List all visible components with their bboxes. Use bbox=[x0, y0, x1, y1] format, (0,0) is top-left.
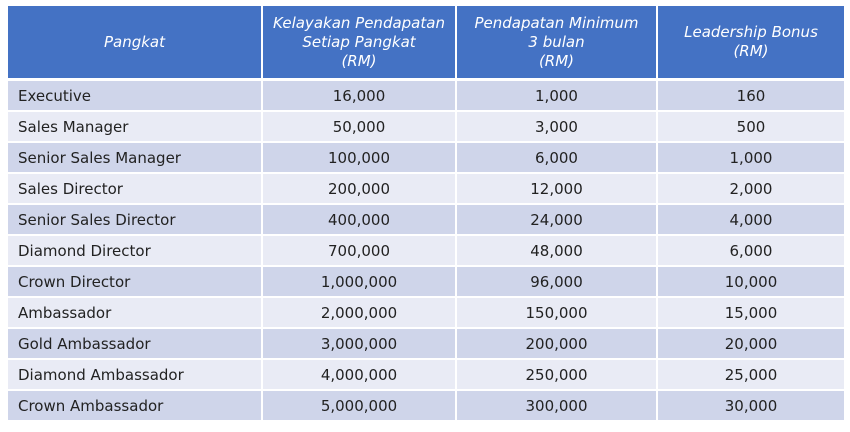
table-row bbox=[8, 204, 844, 235]
minimum-cell: 150,000 bbox=[456, 297, 657, 328]
rank-cell: Gold Ambassador bbox=[8, 328, 262, 359]
minimum-cell: 96,000 bbox=[456, 266, 657, 297]
rank-table bbox=[8, 6, 844, 422]
eligibility-cell: 2,000,000 bbox=[262, 297, 456, 328]
bonus-cell: 20,000 bbox=[657, 328, 844, 359]
rank-cell: Senior Sales Director bbox=[8, 204, 262, 235]
rank-cell: Diamond Director bbox=[8, 235, 262, 266]
bonus-cell: 6,000 bbox=[657, 235, 844, 266]
bonus-cell: 25,000 bbox=[657, 359, 844, 390]
minimum-cell: 12,000 bbox=[456, 173, 657, 204]
header-row bbox=[8, 6, 844, 80]
bonus-cell: 500 bbox=[657, 111, 844, 142]
eligibility-cell: 3,000,000 bbox=[262, 328, 456, 359]
table-row bbox=[8, 142, 844, 173]
rank-cell: Executive bbox=[8, 80, 262, 112]
bonus-cell: 160 bbox=[657, 80, 844, 112]
minimum-cell: 250,000 bbox=[456, 359, 657, 390]
bonus-cell: 10,000 bbox=[657, 266, 844, 297]
rank-cell: Crown Ambassador bbox=[8, 390, 262, 421]
table-row bbox=[8, 235, 844, 266]
rank-table-container bbox=[8, 6, 844, 422]
header-minimum-unit: (RM) bbox=[538, 51, 575, 70]
table-row bbox=[8, 359, 844, 390]
bonus-cell: 1,000 bbox=[657, 142, 844, 173]
bonus-cell: 15,000 bbox=[657, 297, 844, 328]
rank-cell: Senior Sales Manager bbox=[8, 142, 262, 173]
minimum-cell: 300,000 bbox=[456, 390, 657, 421]
minimum-cell: 48,000 bbox=[456, 235, 657, 266]
table-header bbox=[8, 6, 844, 80]
minimum-cell: 24,000 bbox=[456, 204, 657, 235]
header-minimum-line: 3 bulan bbox=[528, 32, 585, 51]
eligibility-cell: 400,000 bbox=[262, 204, 456, 235]
table-row bbox=[8, 80, 844, 112]
table-body bbox=[8, 80, 844, 422]
header-eligibility-line: Setiap Pangkat bbox=[302, 32, 416, 51]
bonus-cell: 30,000 bbox=[657, 390, 844, 421]
header-bonus-line: Leadership Bonus bbox=[684, 23, 818, 41]
rank-cell: Sales Director bbox=[8, 173, 262, 204]
header-eligibility-unit: (RM) bbox=[341, 51, 377, 70]
header-bonus bbox=[657, 6, 844, 80]
header-eligibility bbox=[262, 6, 456, 80]
eligibility-cell: 100,000 bbox=[262, 142, 456, 173]
eligibility-cell: 5,000,000 bbox=[262, 390, 456, 421]
eligibility-cell: 16,000 bbox=[262, 80, 456, 112]
header-rank-line: Pangkat bbox=[103, 32, 166, 51]
header-bonus-unit: (RM) bbox=[733, 42, 769, 60]
table-row bbox=[8, 390, 844, 421]
eligibility-cell: 4,000,000 bbox=[262, 359, 456, 390]
minimum-cell: 6,000 bbox=[456, 142, 657, 173]
rank-cell: Crown Director bbox=[8, 266, 262, 297]
rank-cell: Ambassador bbox=[8, 297, 262, 328]
header-rank bbox=[8, 6, 262, 80]
table-row bbox=[8, 111, 844, 142]
table-row bbox=[8, 266, 844, 297]
bonus-cell: 4,000 bbox=[657, 204, 844, 235]
minimum-cell: 3,000 bbox=[456, 111, 657, 142]
table-row bbox=[8, 328, 844, 359]
minimum-cell: 200,000 bbox=[456, 328, 657, 359]
header-minimum-line: Pendapatan Minimum bbox=[474, 13, 639, 32]
rank-cell: Sales Manager bbox=[8, 111, 262, 142]
eligibility-cell: 200,000 bbox=[262, 173, 456, 204]
table-row bbox=[8, 173, 844, 204]
rank-cell: Diamond Ambassador bbox=[8, 359, 262, 390]
bonus-cell: 2,000 bbox=[657, 173, 844, 204]
eligibility-cell: 1,000,000 bbox=[262, 266, 456, 297]
eligibility-cell: 700,000 bbox=[262, 235, 456, 266]
header-minimum bbox=[456, 6, 657, 80]
header-eligibility-line: Kelayakan Pendapatan bbox=[273, 13, 445, 32]
eligibility-cell: 50,000 bbox=[262, 111, 456, 142]
minimum-cell: 1,000 bbox=[456, 80, 657, 112]
table-row bbox=[8, 297, 844, 328]
